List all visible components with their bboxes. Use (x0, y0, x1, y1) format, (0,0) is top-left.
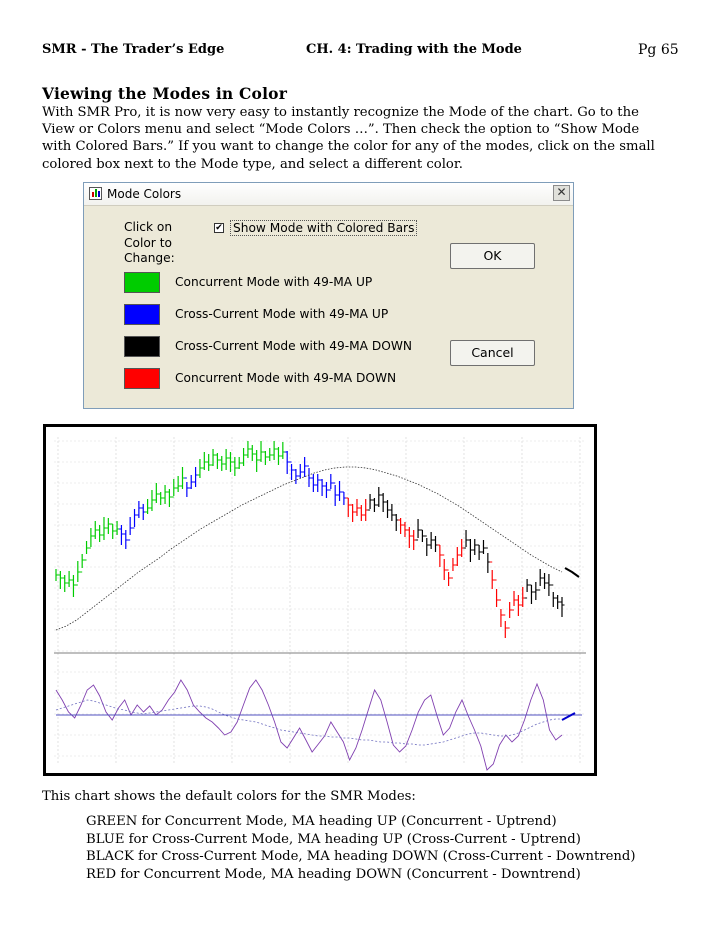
dialog-title: Mode Colors (107, 187, 182, 201)
signal-line (56, 700, 562, 745)
show-mode-checkbox[interactable]: ✔ (215, 223, 223, 233)
color-instruction-label: Click on Color to Change: (124, 220, 175, 265)
ok-button[interactable]: OK (450, 243, 535, 269)
mode-colors-dialog (83, 182, 574, 409)
oscillator-line (56, 680, 562, 770)
mode-label-concurrent-down: Concurrent Mode with 49-MA DOWN (175, 371, 397, 385)
legend-line-black: BLACK for Cross-Current Mode, MA heading DOWN (Cross-Current - Downtrend) (86, 849, 636, 865)
mode-label-crosscurrent-up: Cross-Current Mode with 49-MA UP (175, 307, 389, 321)
mode-color-legend (86, 813, 636, 883)
dialog-title-bar[interactable] (84, 183, 573, 206)
mode-label-concurrent-up: Concurrent Mode with 49-MA UP (175, 275, 373, 289)
legend-line-blue: BLUE for Cross-Current Mode, MA heading UP (Cross-Current - Uptrend) (86, 831, 581, 847)
intro-line: View or Colors menu and select “Mode Colors …”. Then check the option to “Show Mode (42, 122, 640, 138)
color-swatch-crosscurrent-down[interactable] (124, 336, 160, 357)
intro-paragraph (42, 104, 692, 173)
section-title: Viewing the Modes in Color (42, 84, 288, 103)
mode-chart (43, 424, 597, 776)
color-swatch-concurrent-down[interactable] (124, 368, 160, 389)
show-mode-checkbox-label[interactable]: Show Mode with Colored Bars (230, 220, 417, 236)
header-page-number: Pg 65 (638, 42, 679, 58)
moving-average-projection (565, 568, 579, 577)
color-swatch-concurrent-up[interactable] (124, 272, 160, 293)
close-icon[interactable]: ✕ (553, 185, 570, 201)
legend-line-red: RED for Concurrent Mode, MA heading DOWN (Concurrent - Downtrend) (86, 866, 581, 882)
intro-line: with Colored Bars.” If you want to change the color for any of the modes, click on the small (42, 139, 655, 155)
mode-label-crosscurrent-down: Cross-Current Mode with 49-MA DOWN (175, 339, 413, 353)
color-swatch-crosscurrent-up[interactable] (124, 304, 160, 325)
intro-line: colored box next to the Mode type, and select a different color. (42, 156, 463, 172)
chart-app-icon (89, 187, 102, 200)
chart-caption: This chart shows the default colors for the SMR Modes: (42, 789, 416, 804)
cancel-button[interactable]: Cancel (450, 340, 535, 366)
mode-chart-svg (46, 427, 594, 773)
header-title: SMR - The Trader’s Edge (42, 42, 225, 57)
intro-line: With SMR Pro, it is now very easy to instantly recognize the Mode of the chart. Go to the (42, 105, 639, 120)
legend-line-green: GREEN for Concurrent Mode, MA heading UP (Concurrent - Uptrend) (86, 814, 557, 829)
header-chapter: CH. 4: Trading with the Mode (306, 42, 522, 57)
